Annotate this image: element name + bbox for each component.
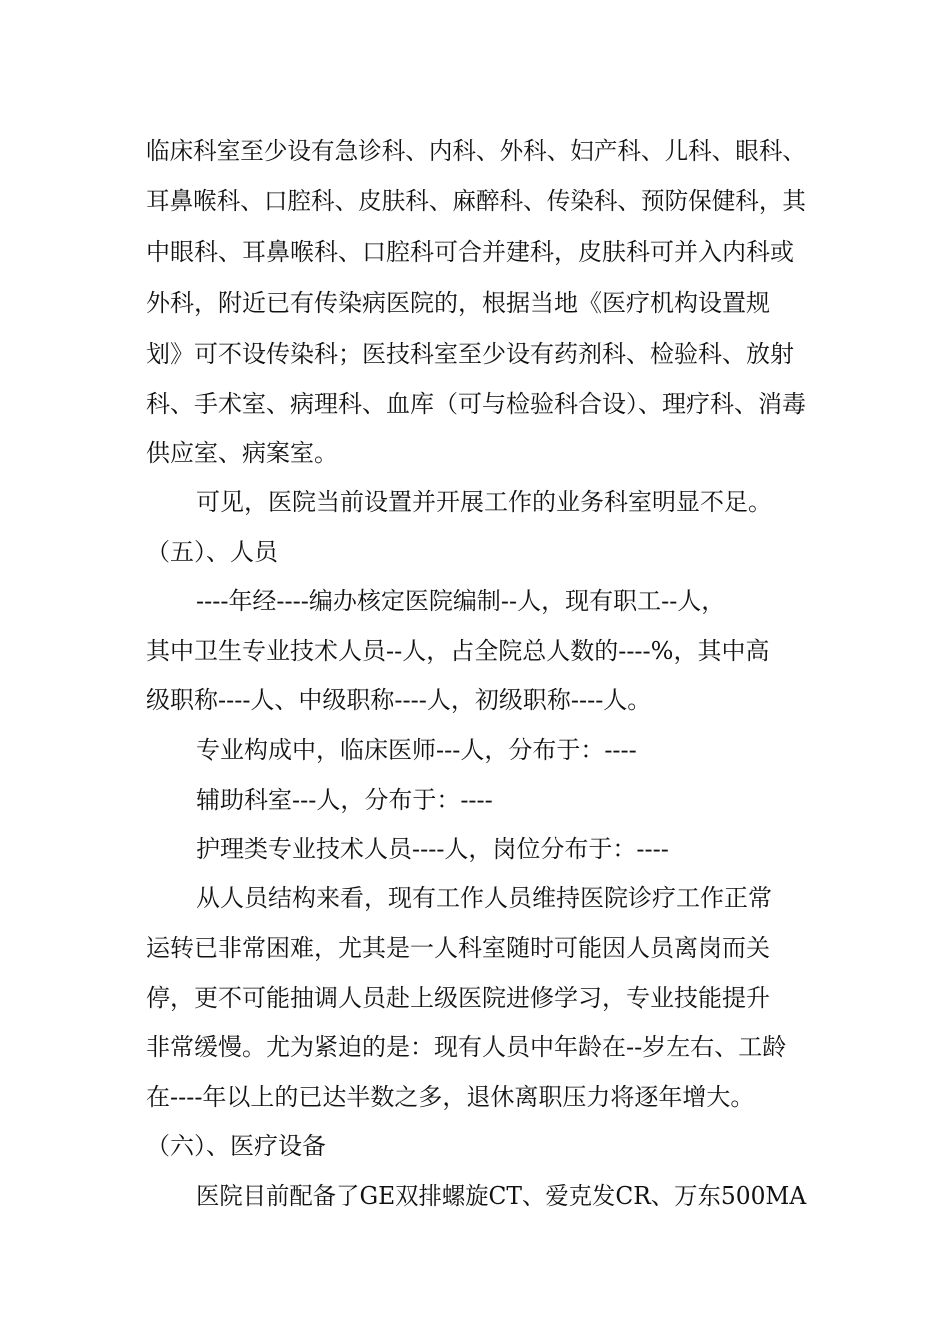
paragraph-clinical-physicians: 专业构成中，临床医师---人，分布于：---- <box>196 736 637 764</box>
text-line: 外科，附近已有传染病医院的，根据当地《医疗机构设置规 <box>146 289 770 317</box>
text-line: 供应室、病案室。 <box>146 439 338 467</box>
text-line: 划》可不设传染科；医技科室至少设有药剂科、检验科、放射 <box>146 340 794 368</box>
paragraph-auxiliary-departments: 辅助科室---人，分布于：---- <box>196 786 493 814</box>
text-line: 科、手术室、病理科、血库（可与检验科合设）、理疗科、消毒 <box>146 390 806 418</box>
section-heading-equipment: （六）、医疗设备 <box>146 1132 326 1160</box>
text-line: 运转已非常困难，尤其是一人科室随时可能因人员离岗而关 <box>146 934 770 962</box>
paragraph-nursing-staff: 护理类专业技术人员----人，岗位分布于：---- <box>196 835 669 863</box>
text-line: 在----年以上的已达半数之多，退休离职压力将逐年增大。 <box>146 1083 755 1111</box>
text-line: 停，更不可能抽调人员赴上级医院进修学习，专业技能提升 <box>146 984 770 1012</box>
text-line: 从人员结构来看，现有工作人员维持医院诊疗工作正常 <box>196 884 772 912</box>
text-line: 其中卫生专业技术人员--人，占全院总人数的----%，其中高 <box>146 637 770 665</box>
section-heading-staff: （五）、人员 <box>146 538 278 566</box>
text-line: 耳鼻喉科、口腔科、皮肤科、麻醉科、传染科、预防保健科，其 <box>146 187 806 215</box>
text-line: 中眼科、耳鼻喉科、口腔科可合并建科，皮肤科可并入内科或 <box>146 238 794 266</box>
text-line: 临床科室至少设有急诊科、内科、外科、妇产科、儿科、眼科、 <box>146 137 806 165</box>
text-line: 非常缓慢。尤为紧迫的是：现有人员中年龄在--岁左右、工龄 <box>146 1033 787 1061</box>
text-line: 级职称----人、中级职称----人，初级职称----人。 <box>146 686 652 714</box>
paragraph-equipment: 医院目前配备了GE双排螺旋CT、爱克发CR、万东500MA <box>196 1182 807 1210</box>
paragraph-departments-conclusion: 可见，医院当前设置并开展工作的业务科室明显不足。 <box>196 488 772 516</box>
text-line: ----年经----编办核定医院编制--人，现有职工--人， <box>196 587 726 615</box>
